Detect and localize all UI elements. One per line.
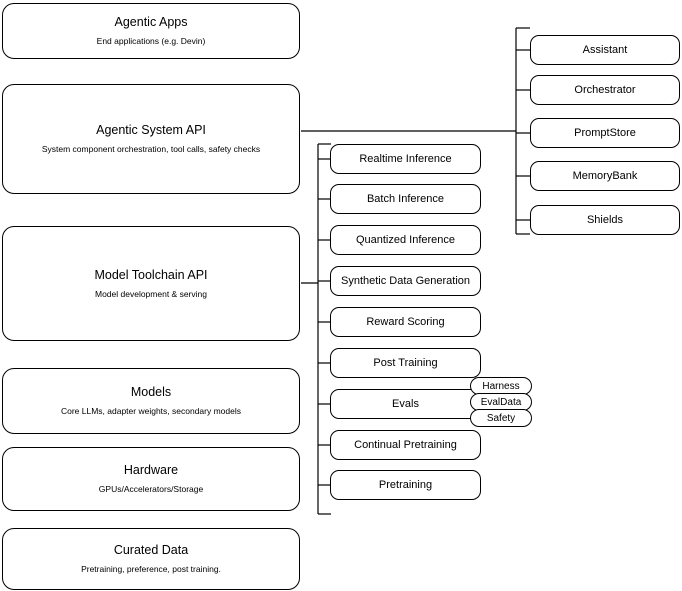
layer-subtitle: Core LLMs, adapter weights, secondary models — [60, 406, 241, 416]
layer-curated-data[interactable] — [2, 528, 300, 590]
capability-label: Quantized Inference — [355, 234, 456, 246]
layer-agentic-apps[interactable] — [2, 3, 300, 59]
capability-label: Evals — [392, 398, 419, 410]
layer-title: Models — [130, 385, 172, 399]
component-label: MemoryBank — [572, 170, 638, 182]
capability-label: Synthetic Data Generation — [340, 275, 471, 287]
layer-model-toolchain-api[interactable] — [2, 226, 300, 341]
component-label: Shields — [586, 214, 624, 226]
eval-subcomponent-label: EvalData — [480, 396, 522, 408]
eval-subcomponent-label: Safety — [486, 412, 516, 424]
layer-hardware[interactable] — [2, 447, 300, 511]
component-label: Assistant — [582, 44, 628, 56]
capability-realtime-inference[interactable] — [330, 144, 481, 174]
layer-title: Curated Data — [113, 543, 189, 557]
layer-subtitle: Pretraining, preference, post training. — [81, 564, 221, 574]
capability-label: Post Training — [373, 357, 438, 369]
component-memorybank[interactable] — [530, 161, 680, 191]
capability-label: Batch Inference — [366, 193, 445, 205]
capability-label: Reward Scoring — [366, 316, 445, 328]
layer-subtitle: System component orchestration, tool calls, safety checks — [41, 144, 261, 154]
capability-batch-inference[interactable] — [330, 184, 481, 214]
eval-subcomponent-safety[interactable] — [470, 409, 532, 427]
layer-subtitle: GPUs/Accelerators/Storage — [98, 484, 204, 494]
component-label: Orchestrator — [574, 84, 636, 96]
capability-synthetic-data-generation[interactable] — [330, 266, 481, 296]
component-orchestrator[interactable] — [530, 75, 680, 105]
capability-label: Continual Pretraining — [354, 439, 457, 451]
capability-continual-pretraining[interactable] — [330, 430, 481, 460]
layer-title: Agentic Apps — [114, 15, 188, 29]
capability-reward-scoring[interactable] — [330, 307, 481, 337]
layer-agentic-system-api[interactable] — [2, 84, 300, 194]
layer-subtitle: Model development & serving — [95, 288, 207, 299]
component-label: PromptStore — [574, 127, 636, 139]
layer-title: Hardware — [123, 463, 179, 477]
component-assistant[interactable] — [530, 35, 680, 65]
capability-label: Pretraining — [378, 479, 433, 491]
component-shields[interactable] — [530, 205, 680, 235]
layer-title: Agentic System API — [96, 123, 206, 137]
layer-title: Model Toolchain API — [94, 267, 208, 282]
capability-pretraining[interactable] — [330, 470, 481, 500]
eval-subcomponent-label: Harness — [482, 380, 520, 392]
capability-quantized-inference[interactable] — [330, 225, 481, 255]
component-promptstore[interactable] — [530, 118, 680, 148]
layer-models[interactable] — [2, 368, 300, 434]
capability-label: Realtime Inference — [359, 153, 452, 165]
capability-evals[interactable] — [330, 389, 481, 419]
layer-subtitle: End applications (e.g. Devin) — [96, 36, 206, 46]
capability-post-training[interactable] — [330, 348, 481, 378]
